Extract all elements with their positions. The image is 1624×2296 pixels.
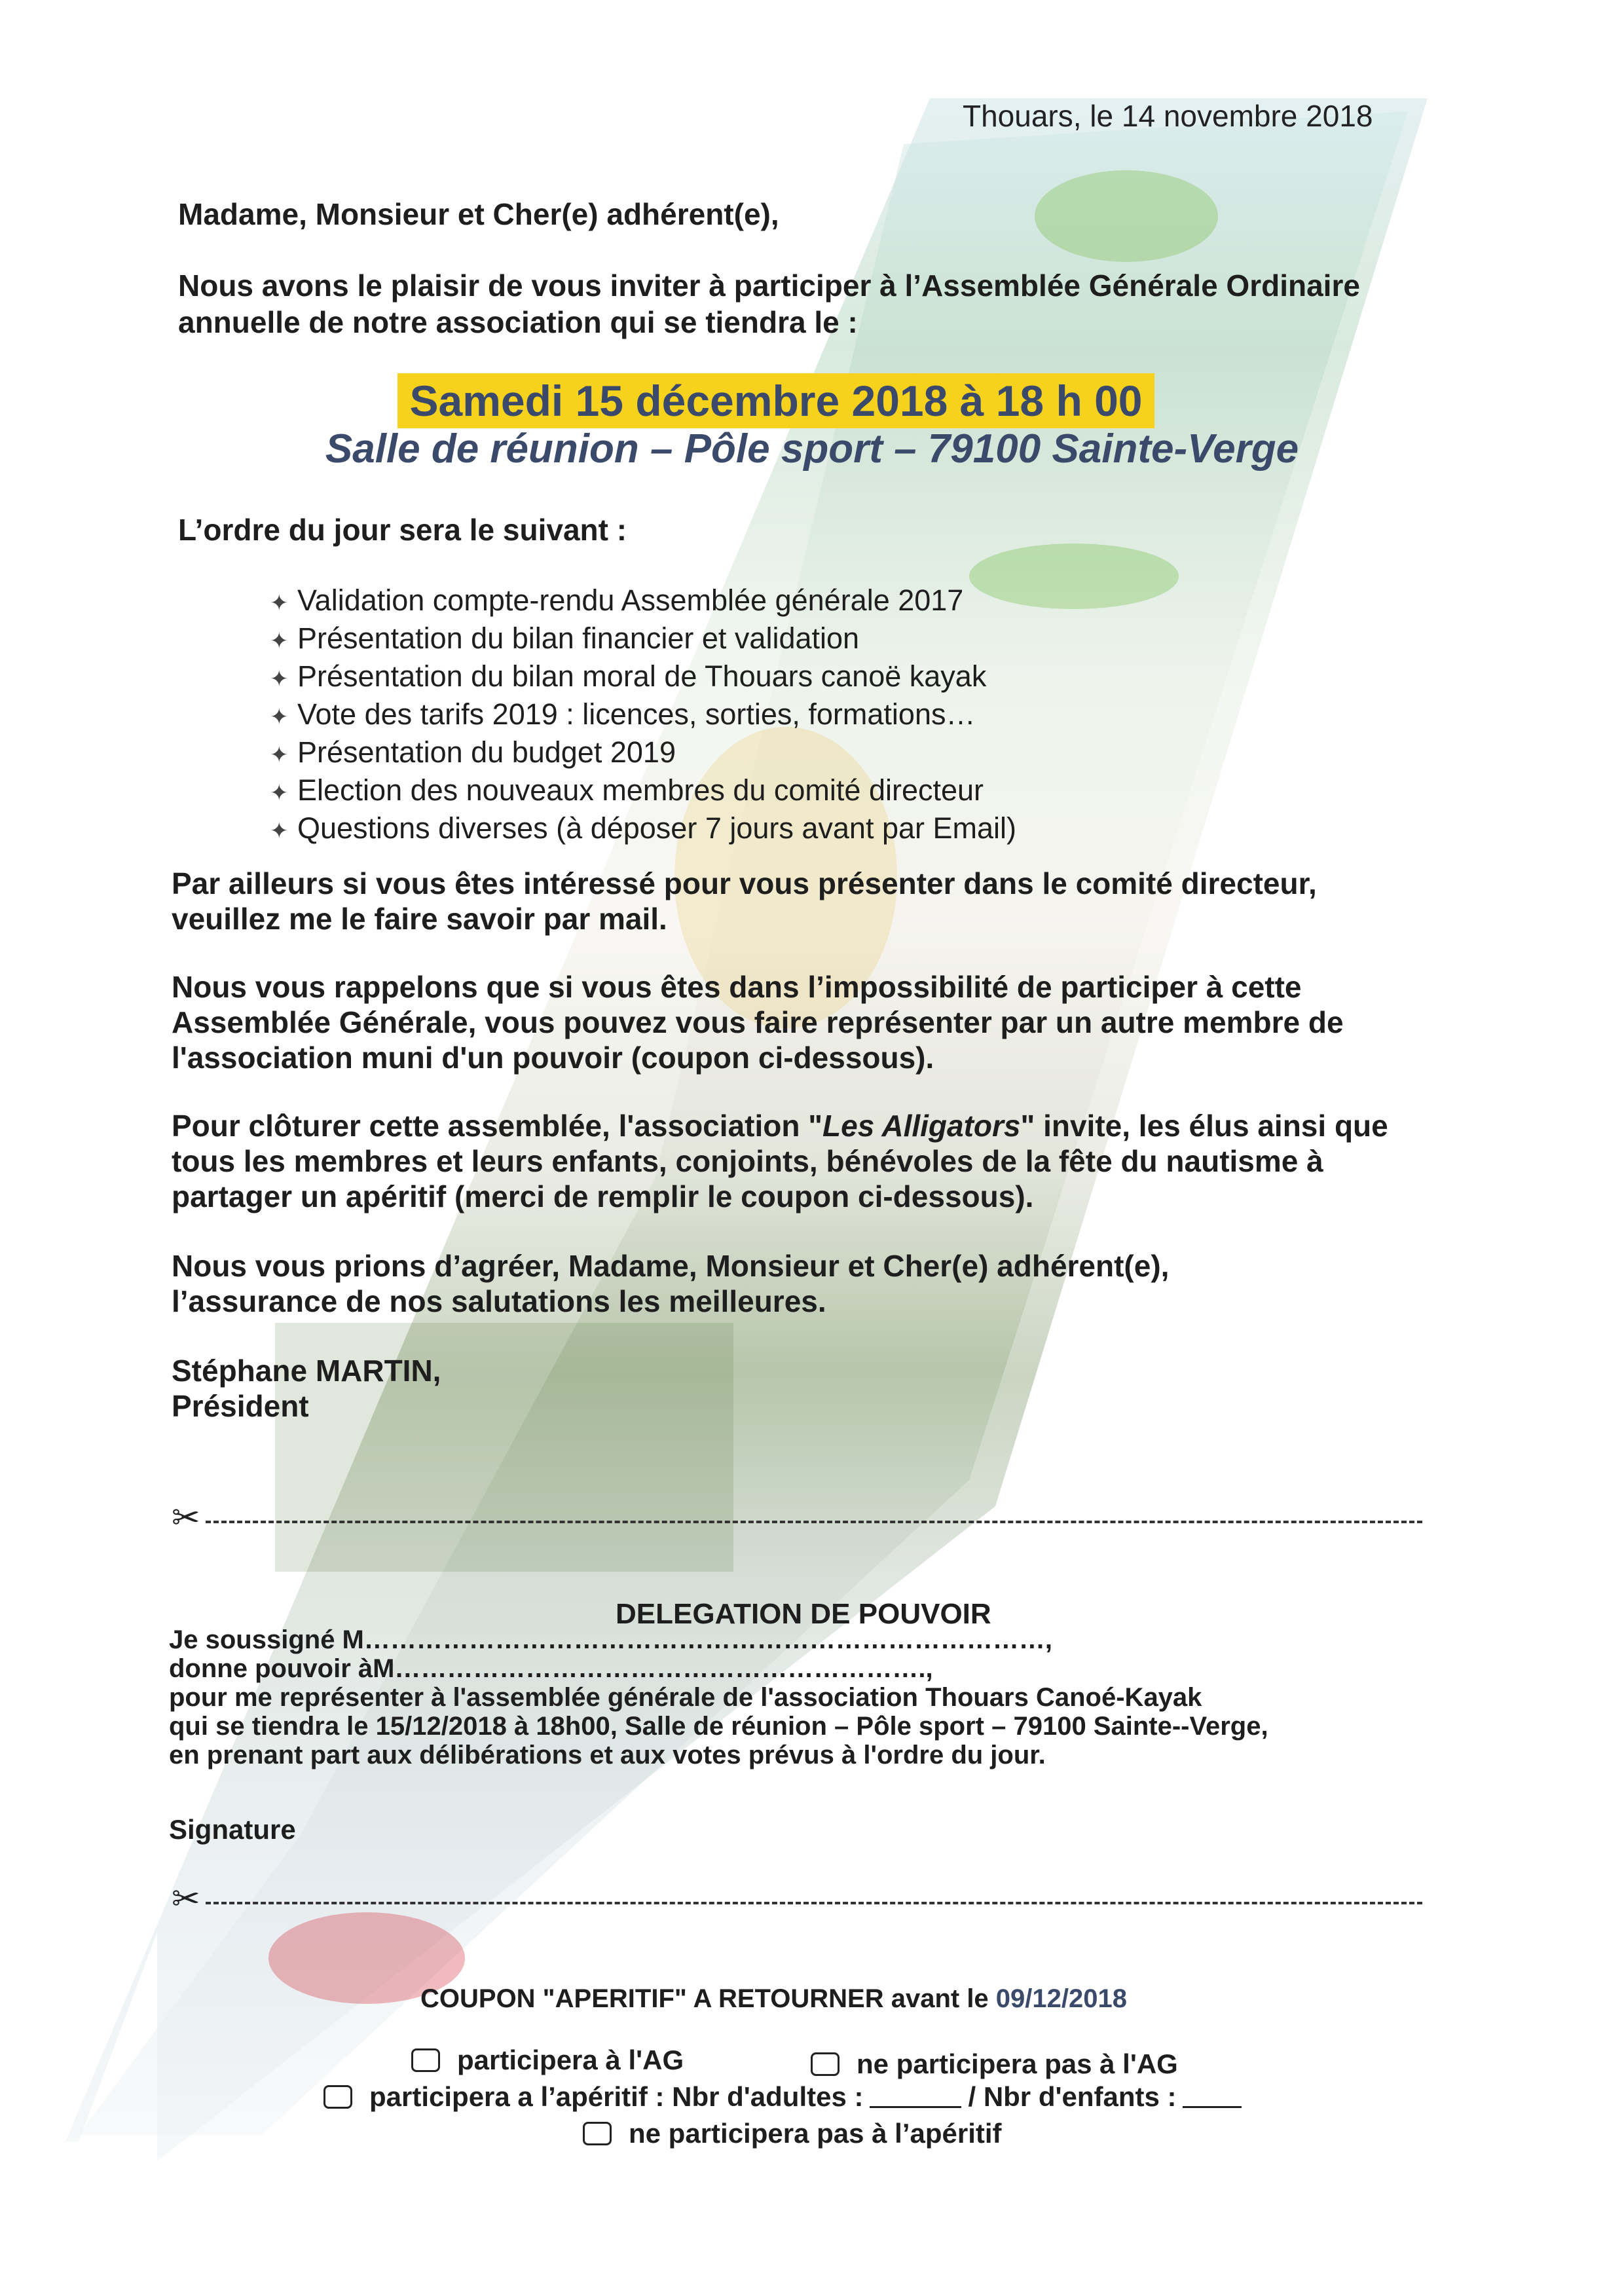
agenda-item-label: Election des nouveaux membres du comité directeur <box>297 773 984 807</box>
agenda-list <box>270 583 1016 849</box>
option-ag-yes[interactable] <box>411 2045 684 2076</box>
checkbox[interactable] <box>323 2085 352 2109</box>
paragraph-line: tous les membres et leurs enfants, conjoints, bénévoles de la fête du nautisme à <box>172 1144 1323 1178</box>
paragraph-line <box>172 1108 1390 1143</box>
paragraph-line: Nous vous prions d’agréer, Madame, Monsieur et Cher(e) adhérent(e), <box>172 1249 1170 1283</box>
coupon-title <box>420 1984 1127 2014</box>
signer-name: Stéphane MARTIN, <box>172 1354 441 1388</box>
paragraph-line: partager un apéritif (merci de remplir le coupon ci-dessous). <box>172 1179 1034 1213</box>
committee-paragraph <box>172 866 1390 936</box>
invitation-intro <box>178 267 1383 341</box>
coupon-deadline: 09/12/2018 <box>995 1984 1127 2013</box>
agenda-item <box>270 811 1016 849</box>
salutation: Madame, Monsieur et Cher(e) adhérent(e), <box>178 197 779 231</box>
agenda-item <box>270 735 1016 773</box>
agenda-item <box>270 621 1016 659</box>
option-aperitif-yes[interactable] <box>323 2081 1248 2113</box>
signer-block <box>172 1353 441 1424</box>
agenda-item <box>270 659 1016 697</box>
paragraph-line: l’assurance de nos salutations les meilleures. <box>172 1284 826 1318</box>
option-label: participera a l’apéritif : Nbr d'adultes : <box>369 2081 864 2112</box>
agenda-item <box>270 773 1016 811</box>
paragraph-line: Assemblée Générale, vous pouvez vous faire représenter par un autre membre de <box>172 1005 1344 1039</box>
agenda-item-label: Présentation du bilan moral de Thouars canoë kayak <box>297 659 987 693</box>
closing-paragraph <box>172 1248 1390 1319</box>
cut-line <box>172 1879 1422 1919</box>
bullet-icon: ✦ <box>270 743 289 768</box>
option-label: ne participera pas à l’apéritif <box>629 2118 1002 2149</box>
bullet-icon: ✦ <box>270 819 289 843</box>
delegation-line: donne pouvoir àM……………………………………………………., <box>169 1654 933 1683</box>
agenda-item <box>270 583 1016 621</box>
scissors-icon: ✂ <box>172 1499 200 1537</box>
agenda-item-label: Validation compte-rendu Assemblée générale 2017 <box>297 583 964 617</box>
paragraph-line: Par ailleurs si vous êtes intéressé pour vous présenter dans le comité directeur, <box>172 866 1317 900</box>
signer-title: Président <box>172 1389 309 1423</box>
event-date: Samedi 15 décembre 2018 à 18 h 00 <box>397 373 1154 428</box>
checkbox[interactable] <box>411 2048 440 2072</box>
option-label: / Nbr d'enfants : <box>968 2081 1177 2112</box>
checkbox[interactable] <box>811 2052 840 2076</box>
dashed-divider <box>206 1521 1422 1523</box>
bullet-icon: ✦ <box>270 591 289 616</box>
bullet-icon: ✦ <box>270 781 289 805</box>
agenda-item-label: Présentation du budget 2019 <box>297 735 676 769</box>
intro-line: Nous avons le plaisir de vous inviter à participer à l’Assemblée Générale Ordinaire <box>178 268 1360 303</box>
scissors-icon: ✂ <box>172 1880 200 1918</box>
checkbox[interactable] <box>583 2122 612 2145</box>
association-name: Les Alligators <box>822 1109 1021 1143</box>
option-aperitif-no[interactable] <box>583 2118 1002 2149</box>
intro-line: annuelle de notre association qui se tiendra le : <box>178 305 858 339</box>
signature-label: Signature <box>169 1814 296 1845</box>
paragraph-line: veuillez me le faire savoir par mail. <box>172 902 667 936</box>
paragraph-text: Pour clôturer cette assemblée, l'association " <box>172 1109 823 1143</box>
option-label: ne participera pas à l'AG <box>857 2048 1178 2079</box>
proxy-paragraph <box>172 969 1390 1075</box>
cut-line <box>172 1498 1422 1538</box>
coupon-title-text: COUPON "APERITIF" A RETOURNER avant le <box>420 1984 996 2013</box>
agenda-item-label: Présentation du bilan financier et validation <box>297 621 860 655</box>
agenda-item <box>270 697 1016 735</box>
dashed-divider <box>206 1902 1422 1904</box>
delegation-line: Je soussigné M……………………………………………………………………, <box>169 1625 1052 1654</box>
event-date-row <box>0 373 1624 428</box>
event-place: Salle de réunion – Pôle sport – 79100 Sainte-Verge <box>325 426 1299 472</box>
delegation-title: DELEGATION DE POUVOIR <box>616 1598 991 1630</box>
agenda-item-label: Questions diverses (à déposer 7 jours avant par Email) <box>297 811 1017 845</box>
children-count-field[interactable] <box>1183 2086 1242 2108</box>
option-ag-no[interactable] <box>811 2048 1178 2080</box>
option-label: participera à l'AG <box>457 2045 684 2075</box>
bullet-icon: ✦ <box>270 629 289 654</box>
agenda-intro: L’ordre du jour sera le suivant : <box>178 513 627 547</box>
paragraph-text: " invite, les élus ainsi que <box>1020 1109 1388 1143</box>
delegation-form <box>169 1625 1400 1769</box>
delegation-line: qui se tiendra le 15/12/2018 à 18h00, Salle de réunion – Pôle sport – 79100 Sainte--Verge, <box>169 1712 1268 1741</box>
agenda-item-label: Vote des tarifs 2019 : licences, sorties, formations… <box>297 697 976 731</box>
bullet-icon: ✦ <box>270 705 289 730</box>
adults-count-field[interactable] <box>870 2086 961 2108</box>
paragraph-line: Nous vous rappelons que si vous êtes dans l’impossibilité de participer à cette <box>172 970 1302 1004</box>
delegation-line: en prenant part aux délibérations et aux votes prévus à l'ordre du jour. <box>169 1741 1046 1769</box>
letter-date: Thouars, le 14 novembre 2018 <box>963 99 1373 133</box>
aperitif-paragraph <box>172 1108 1390 1214</box>
paragraph-line: l'association muni d'un pouvoir (coupon ci-dessous). <box>172 1041 934 1075</box>
bullet-icon: ✦ <box>270 667 289 692</box>
delegation-line: pour me représenter à l'assemblée générale de l'association Thouars Canoé-Kayak <box>169 1683 1202 1712</box>
